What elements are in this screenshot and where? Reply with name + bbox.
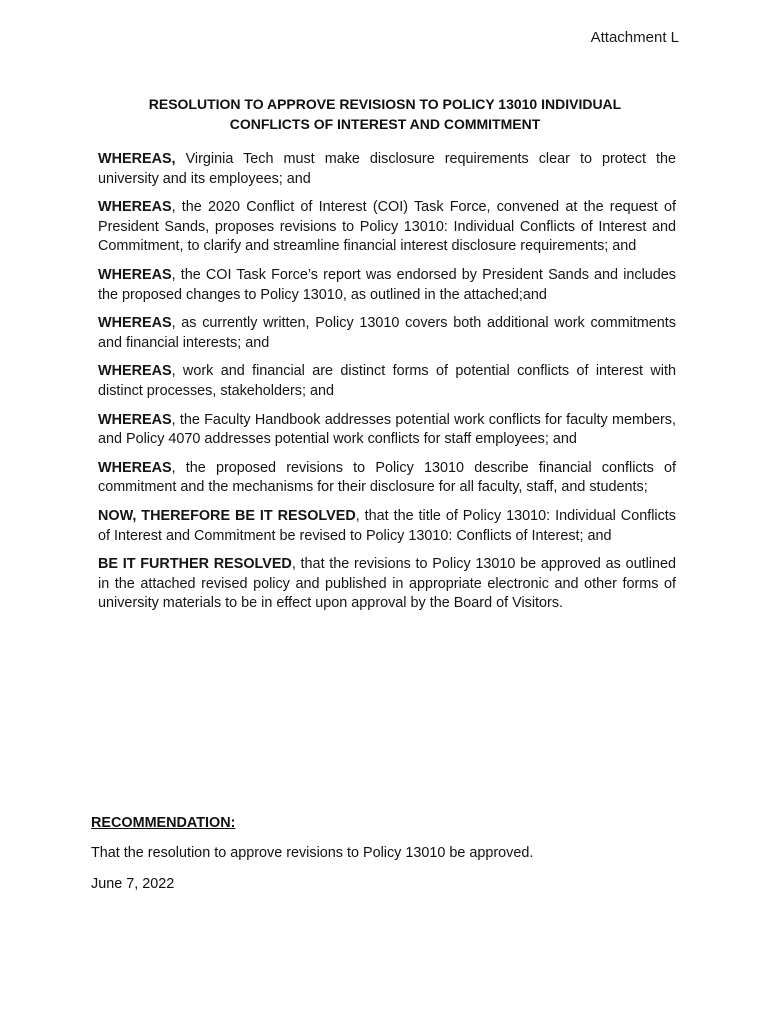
paragraph-lead: WHEREAS bbox=[98, 315, 172, 332]
whereas-paragraph-6 bbox=[98, 411, 676, 450]
resolved-paragraph bbox=[98, 507, 676, 546]
whereas-paragraph-2 bbox=[98, 198, 676, 257]
paragraph-text: , that the title of Policy 13010: Individual Conflicts of Interest and Commitment be revised to Policy 13010: Conflicts of Interest; and bbox=[98, 507, 676, 544]
paragraph-text: , that the revisions to Policy 13010 be approved as outlined in the attached revised policy and published in appropriate electronic and other forms of university materials to be in effect upon approval by the Board of Visitors. bbox=[98, 556, 676, 612]
attachment-label: Attachment L bbox=[590, 29, 679, 46]
paragraph-lead: WHEREAS, bbox=[98, 151, 176, 167]
paragraph-lead: WHEREAS bbox=[98, 411, 172, 428]
whereas-paragraph-5 bbox=[98, 362, 676, 401]
recommendation-text: That the resolution to approve revisions to Policy 13010 be approved. bbox=[91, 845, 534, 861]
title-line-1: RESOLUTION TO APPROVE REVISIOSN TO POLICY 13010 INDIVIDUAL bbox=[148, 96, 622, 112]
paragraph-text: Virginia Tech must make disclosure requirements clear to protect the university and its employees; and bbox=[98, 151, 676, 187]
paragraph-lead: WHEREAS bbox=[98, 199, 172, 216]
paragraph-text: , as currently written, Policy 13010 covers both additional work commitments and financial interests; and bbox=[98, 315, 676, 351]
paragraph-lead: BE IT FURTHER RESOLVED bbox=[98, 556, 292, 573]
paragraph-lead: WHEREAS bbox=[98, 459, 172, 476]
paragraph-text: , the 2020 Conflict of Interest (COI) Task Force, convened at the request of President Sands, proposes revisions to Policy 13010: Individual Conflicts of Interest and Commitment, to clarify and streamline financial interest disclosure requirements; and bbox=[98, 199, 676, 255]
paragraph-text: , work and financial are distinct forms of potential conflicts of interest with distinct processes, stakeholders; and bbox=[98, 363, 676, 399]
document-date: June 7, 2022 bbox=[91, 876, 175, 892]
further-resolved-paragraph bbox=[98, 555, 676, 614]
paragraph-text: , the proposed revisions to Policy 13010 describe financial conflicts of commitment and the mechanisms for their disclosure for all faculty, staff, and students; bbox=[98, 459, 676, 496]
paragraph-lead: NOW, THEREFORE BE IT RESOLVED bbox=[98, 507, 356, 524]
resolution-body bbox=[98, 150, 676, 623]
paragraph-lead: WHEREAS bbox=[98, 266, 172, 283]
document-title bbox=[90, 94, 680, 134]
whereas-paragraph-1 bbox=[98, 150, 676, 189]
title-line-2: CONFLICTS OF INTEREST AND COMMITMENT bbox=[229, 116, 541, 132]
recommendation-heading: RECOMMENDATION: bbox=[91, 815, 236, 831]
paragraph-text: , the Faculty Handbook addresses potential work conflicts for faculty members, and Policy 4070 addresses potential work conflicts for staff employees; and bbox=[98, 411, 676, 448]
paragraph-text: , the COI Task Force’s report was endorsed by President Sands and includes the proposed changes to Policy 13010, as outlined in the attached;and bbox=[98, 266, 676, 303]
whereas-paragraph-4 bbox=[98, 314, 676, 353]
whereas-paragraph-7 bbox=[98, 459, 676, 498]
whereas-paragraph-3 bbox=[98, 266, 676, 305]
paragraph-lead: WHEREAS bbox=[98, 363, 172, 380]
